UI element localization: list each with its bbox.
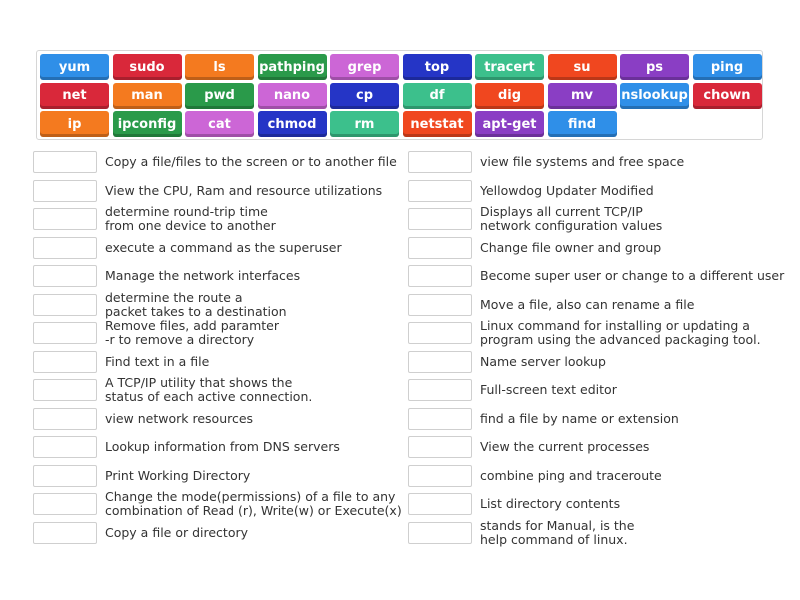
clue-line: Move a file, also can rename a file: [480, 296, 695, 312]
clue-text: [105, 469, 250, 483]
clue-line: Displays all current TCP/IP: [480, 204, 643, 219]
tile-cat[interactable]: cat: [185, 111, 254, 137]
tile-df[interactable]: df: [403, 83, 472, 109]
clue-text: [480, 469, 662, 483]
clue-line: View the CPU, Ram and resource utilizations: [105, 182, 383, 198]
clue-text: [105, 184, 382, 198]
clue-line: -r to remove a directory: [105, 332, 255, 347]
clue-line: Full-screen text editor: [480, 382, 617, 397]
tile-nano[interactable]: nano: [258, 83, 327, 109]
answer-slot[interactable]: [408, 408, 472, 430]
answer-slot[interactable]: [33, 322, 97, 344]
clue-line: Change the mode(permissions) of a file to any: [105, 489, 396, 504]
tile-rm[interactable]: rm: [330, 111, 399, 137]
answer-slot[interactable]: [408, 322, 472, 344]
clue-line: View the current processes: [480, 439, 650, 454]
tile-chown[interactable]: chown: [693, 83, 762, 109]
clue-line: find a file by name or extension: [480, 410, 679, 426]
answer-slot[interactable]: [33, 408, 97, 430]
clue-text: [105, 269, 300, 283]
answer-slot[interactable]: [408, 436, 472, 458]
clue-line: status of each active connection.: [105, 389, 313, 404]
clue-text: [480, 440, 649, 454]
clue-text: [105, 319, 279, 347]
clue-line: determine round-trip time: [105, 204, 268, 219]
clue-text: [480, 155, 684, 169]
tile-ls[interactable]: ls: [185, 54, 254, 80]
answer-slot[interactable]: [408, 265, 472, 287]
clue-text: [105, 440, 340, 454]
clue-text: [480, 412, 679, 426]
tile-ps[interactable]: ps: [620, 54, 689, 80]
clue-line: Name server lookup: [480, 353, 606, 369]
clue-line: determine the route a: [105, 289, 243, 305]
clue-line: Become super user or change to a different user: [480, 268, 785, 283]
answer-slot[interactable]: [408, 237, 472, 259]
clue-text: [480, 205, 662, 233]
tile-top[interactable]: top: [403, 54, 472, 80]
clue-text: [105, 412, 253, 426]
answer-slot[interactable]: [408, 151, 472, 173]
answer-slot[interactable]: [408, 522, 472, 544]
answer-slot[interactable]: [33, 436, 97, 458]
clue-line: Find text in a file: [105, 353, 210, 369]
clue-text: [105, 291, 287, 319]
clue-text: [480, 519, 634, 547]
tile-nslookup[interactable]: nslookup: [620, 83, 689, 109]
clue-line: Print Working Directory: [105, 467, 251, 483]
tile-cp[interactable]: cp: [330, 83, 399, 109]
answer-slot[interactable]: [33, 351, 97, 373]
answer-slot[interactable]: [33, 151, 97, 173]
answer-slot[interactable]: [33, 294, 97, 316]
clue-line: Linux command for installing or updating a: [480, 318, 750, 333]
clue-text: [105, 241, 342, 255]
answer-slot[interactable]: [408, 180, 472, 202]
answer-slot[interactable]: [408, 208, 472, 230]
clue-text: [480, 319, 761, 347]
tile-yum[interactable]: yum: [40, 54, 109, 80]
tile-man[interactable]: man: [113, 83, 182, 109]
answer-slot[interactable]: [33, 465, 97, 487]
clue-text: [480, 241, 661, 255]
clue-line: network configuration values: [480, 218, 663, 233]
clue-line: Change file owner and group: [480, 239, 662, 255]
clue-line: Remove files, add paramter: [105, 318, 279, 333]
clue-text: [480, 497, 620, 511]
clue-text: [105, 155, 397, 169]
clue-line: Yellowdog Updater Modified: [480, 182, 654, 198]
clue-line: Lookup information from DNS servers: [105, 439, 340, 454]
answer-slot[interactable]: [33, 237, 97, 259]
clue-line: packet takes to a destination: [105, 303, 287, 319]
clue-line: view network resources: [105, 410, 254, 426]
clue-line: execute a command as the superuser: [105, 239, 342, 255]
clue-line: from one device to another: [105, 218, 276, 233]
tile-bank: [36, 50, 763, 140]
clue-text: [480, 184, 654, 198]
clue-text: [105, 490, 402, 518]
tile-tracert[interactable]: tracert: [475, 54, 544, 80]
clue-text: [105, 376, 312, 404]
clue-line: program using the advanced packaging tool.: [480, 332, 761, 347]
clue-text: [105, 205, 276, 233]
answer-slot[interactable]: [33, 379, 97, 401]
clue-line: Manage the network interfaces: [105, 268, 301, 283]
answer-slot[interactable]: [33, 522, 97, 544]
tile-dig[interactable]: dig: [475, 83, 544, 109]
clue-text: [480, 383, 617, 397]
clue-text: [480, 355, 606, 369]
clue-line: combine ping and traceroute: [480, 467, 662, 483]
answer-slot[interactable]: [408, 379, 472, 401]
clue-line: combination of Read (r), Write(w) or Execute(x): [105, 503, 402, 518]
clue-line: List directory contents: [480, 496, 621, 511]
clue-line: Copy a file or directory: [105, 524, 249, 540]
answer-slot[interactable]: [33, 493, 97, 515]
tile-grep[interactable]: grep: [330, 54, 399, 80]
tile-netstat[interactable]: netstat: [403, 111, 472, 137]
answer-slot[interactable]: [408, 465, 472, 487]
answer-slot[interactable]: [33, 180, 97, 202]
tile-mv[interactable]: mv: [548, 83, 617, 109]
clue-text: [480, 269, 784, 283]
tile-su[interactable]: su: [548, 54, 617, 80]
tile-pwd[interactable]: pwd: [185, 83, 254, 109]
clue-line: A TCP/IP utility that shows the: [105, 375, 293, 390]
clue-line: view file systems and free space: [480, 154, 685, 169]
answer-slot[interactable]: [33, 265, 97, 287]
tile-chmod[interactable]: chmod: [258, 111, 327, 137]
tile-ping[interactable]: ping: [693, 54, 762, 80]
answer-slot[interactable]: [408, 493, 472, 515]
clue-line: help command of linux.: [480, 531, 628, 547]
answer-slot[interactable]: [33, 208, 97, 230]
clue-line: stands for Manual, is the: [480, 517, 635, 533]
answer-slot[interactable]: [408, 351, 472, 373]
tile-net[interactable]: net: [40, 83, 109, 109]
clue-line: Copy a file/files to the screen or to another file: [105, 154, 397, 169]
tile-pathping[interactable]: pathping: [258, 54, 327, 80]
clue-text: [480, 298, 694, 312]
clue-text: [105, 526, 248, 540]
tile-apt-get[interactable]: apt-get: [475, 111, 544, 137]
tile-ipconfig[interactable]: ipconfig: [113, 111, 182, 137]
tile-ip[interactable]: ip: [40, 111, 109, 137]
clue-text: [105, 355, 209, 369]
tile-find[interactable]: find: [548, 111, 617, 137]
tile-sudo[interactable]: sudo: [113, 54, 182, 80]
answer-slot[interactable]: [408, 294, 472, 316]
